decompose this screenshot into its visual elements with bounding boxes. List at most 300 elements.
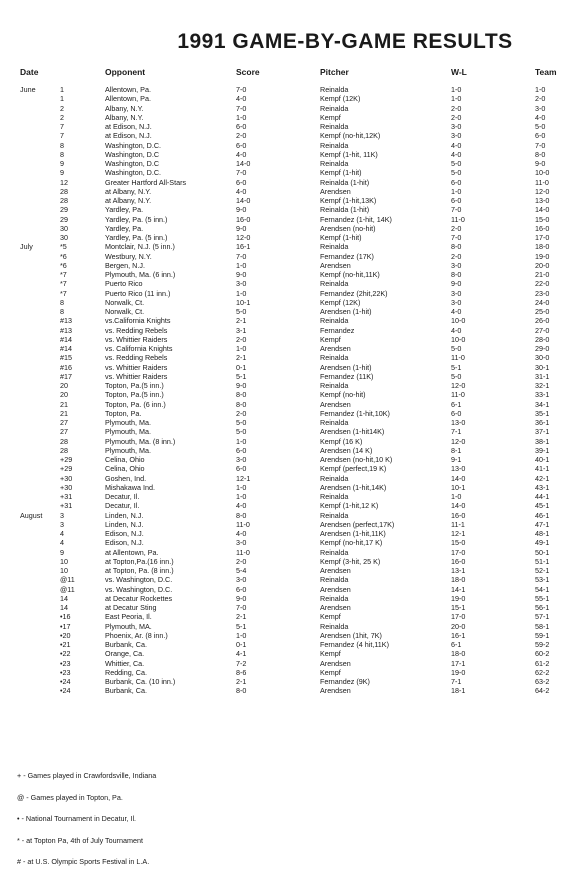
table-row <box>0 131 580 140</box>
game-wl: 7-1 <box>451 427 462 437</box>
game-pitcher: Fernandez (11K) <box>320 371 374 381</box>
game-wl: 5-0 <box>451 344 462 353</box>
game-opponent: Burbank, Ca. <box>105 640 147 649</box>
game-pitcher: Arendsen (perfect,17K) <box>320 519 395 529</box>
game-day: +31 <box>60 501 73 511</box>
game-day: +29 <box>60 455 73 464</box>
game-pitcher: Fernandez (1-hit,10K) <box>320 408 390 418</box>
game-wl: 10-1 <box>451 482 466 492</box>
game-team-record: 17-0 <box>535 233 550 242</box>
game-score: 9-0 <box>236 381 247 390</box>
game-wl: 6-0 <box>451 177 462 187</box>
game-score: 6-0 <box>236 140 247 150</box>
table-row <box>0 492 580 501</box>
game-opponent: vs. Redding Rebels <box>105 325 168 335</box>
game-score: 6-0 <box>236 177 247 187</box>
game-team-record: 33-1 <box>535 390 550 400</box>
game-wl: 2-0 <box>451 223 462 233</box>
game-day: #16 <box>60 362 72 372</box>
game-pitcher: Kempf (no-hit,11K) <box>320 270 380 279</box>
game-score: 9-0 <box>236 270 247 279</box>
game-team-record: 43-1 <box>535 482 550 492</box>
game-day: *7 <box>60 270 67 279</box>
game-wl: 8-0 <box>451 270 462 279</box>
game-team-record: 10-0 <box>535 168 550 178</box>
game-opponent: Orange, Ca. <box>105 649 145 659</box>
game-wl: 2-0 <box>451 103 462 113</box>
game-opponent: Edison, N.J. <box>105 538 144 548</box>
game-wl: 13-1 <box>451 566 466 575</box>
table-row <box>0 205 580 214</box>
game-team-record: 56-1 <box>535 603 550 612</box>
table-row <box>0 122 580 131</box>
game-team-record: 23-0 <box>535 288 550 298</box>
game-team-record: 51-1 <box>535 556 550 566</box>
game-team-record: 1-0 <box>535 85 546 94</box>
game-team-record: 61-2 <box>535 658 550 668</box>
table-row <box>0 409 580 418</box>
game-team-record: 25-0 <box>535 307 550 316</box>
header-opponent: Opponent <box>105 67 146 77</box>
game-score: 9-0 <box>236 593 247 603</box>
table-row <box>0 474 580 483</box>
game-day: @11 <box>60 584 75 594</box>
game-day: 8 <box>60 307 64 316</box>
game-score: 5-0 <box>236 427 247 437</box>
game-team-record: 35-1 <box>535 408 550 418</box>
game-team-record: 32-1 <box>535 381 550 390</box>
game-score: 6-0 <box>236 584 247 594</box>
game-pitcher: Kempf <box>320 649 341 659</box>
game-team-record: 47-1 <box>535 519 550 529</box>
game-score: 3-0 <box>236 455 247 464</box>
table-row <box>0 178 580 187</box>
game-pitcher: Kempf (1-hit) <box>320 168 362 178</box>
game-team-record: 14-0 <box>535 205 550 215</box>
game-wl: 6-1 <box>451 399 462 409</box>
game-pitcher: Reinalda <box>320 140 349 150</box>
game-opponent: Allentown, Pa. <box>105 85 151 94</box>
game-score: 5-0 <box>236 418 247 427</box>
game-wl: 8-1 <box>451 445 462 455</box>
game-pitcher: Arendsen (no-hit,10 K) <box>320 455 393 464</box>
game-team-record: 11-0 <box>535 177 549 187</box>
game-pitcher: Arendsen <box>320 399 351 409</box>
game-score: 7-0 <box>236 85 247 94</box>
game-team-record: 58-1 <box>535 621 550 631</box>
game-score: 4-0 <box>236 501 247 511</box>
game-opponent: Allentown, Pa. <box>105 94 151 104</box>
game-wl: 1-0 <box>451 85 462 94</box>
game-pitcher: Kempf (no-hit,12K) <box>320 131 381 141</box>
game-team-record: 12-0 <box>535 186 550 196</box>
table-row <box>0 289 580 298</box>
game-wl: 5-0 <box>451 371 462 381</box>
game-opponent: Albany, N.Y. <box>105 103 144 113</box>
game-score: 14-0 <box>236 196 251 205</box>
table-row <box>0 622 580 631</box>
game-score: 16-0 <box>236 214 251 224</box>
game-pitcher: Kempf (no-hit) <box>320 390 366 400</box>
table-row <box>0 316 580 325</box>
game-wl: 11-0 <box>451 390 465 400</box>
game-opponent: Decatur, Il. <box>105 501 140 511</box>
game-opponent: Albany, N.Y. <box>105 112 144 122</box>
game-score: 9-0 <box>236 205 247 215</box>
game-team-record: 30-1 <box>535 362 550 372</box>
game-wl: 14-1 <box>451 584 466 594</box>
game-pitcher: Arendsen <box>320 603 351 612</box>
table-row <box>0 455 580 464</box>
game-team-record: 24-0 <box>535 297 550 307</box>
game-opponent: Yardley, Pa. <box>105 205 144 215</box>
game-pitcher: Arendsen <box>320 186 351 196</box>
table-row <box>0 344 580 353</box>
game-pitcher: Reinalda <box>320 85 349 94</box>
game-day: •21 <box>60 640 71 649</box>
game-team-record: 46-1 <box>535 510 550 520</box>
game-pitcher: Reinalda <box>320 418 349 427</box>
game-wl: 1-0 <box>451 186 462 196</box>
game-score: 1-0 <box>236 482 247 492</box>
table-row <box>0 640 580 649</box>
table-row <box>0 585 580 594</box>
game-day: 3 <box>60 510 64 520</box>
game-day: 28 <box>60 445 68 455</box>
game-day: •24 <box>60 677 71 686</box>
game-wl: 1-0 <box>451 94 462 104</box>
game-opponent: at Albany, N.Y. <box>105 186 152 196</box>
game-team-record: 9-0 <box>535 159 546 168</box>
game-pitcher: Reinalda <box>320 575 349 585</box>
game-pitcher: Fernandez <box>320 325 355 335</box>
game-pitcher: Kempf (1-hit,12 K) <box>320 501 379 511</box>
game-wl: 3-0 <box>451 122 462 131</box>
game-wl: 14-0 <box>451 473 466 483</box>
table-row <box>0 659 580 668</box>
game-day: 27 <box>60 418 68 427</box>
table-row <box>0 538 580 547</box>
game-team-record: 27-0 <box>535 325 550 335</box>
game-wl: 6-0 <box>451 408 462 418</box>
game-score: 9-0 <box>236 223 247 233</box>
game-score: 11-0 <box>236 519 250 529</box>
game-opponent: Celina, Ohio <box>105 455 145 464</box>
game-score: 1-0 <box>236 436 247 446</box>
game-team-record: 48-1 <box>535 529 550 538</box>
game-pitcher: Fernandez (9K) <box>320 677 370 686</box>
game-opponent: Yardley, Pa. <box>105 223 144 233</box>
game-team-record: 52-1 <box>535 566 550 575</box>
game-opponent: vs. Washington, D.C. <box>105 584 173 594</box>
game-opponent: at Edison, N.J. <box>105 122 152 131</box>
game-score: 3-0 <box>236 538 247 548</box>
game-pitcher: Arendsen <box>320 344 351 353</box>
table-row <box>0 85 580 94</box>
game-pitcher: Reinalda <box>320 159 349 168</box>
game-day: 7 <box>60 131 64 141</box>
game-opponent: Puerto Rico <box>105 279 143 289</box>
footnote: @ - Games played in Topton, Pa. <box>17 792 123 802</box>
game-wl: 3-0 <box>451 260 462 270</box>
game-team-record: 29-0 <box>535 344 550 353</box>
game-pitcher: Reinalda (1-hit) <box>320 177 370 187</box>
game-team-record: 49-1 <box>535 538 550 548</box>
game-opponent: Washington, D.C. <box>105 168 162 178</box>
game-pitcher: Arendsen (1-hit) <box>320 362 372 372</box>
table-row <box>0 307 580 316</box>
game-wl: 18-0 <box>451 575 466 585</box>
game-team-record: 41-1 <box>535 464 550 474</box>
table-row <box>0 418 580 427</box>
game-day: •16 <box>60 612 71 622</box>
game-team-record: 44-1 <box>535 492 550 501</box>
game-score: 6-0 <box>236 445 247 455</box>
game-day: +31 <box>60 492 73 501</box>
game-team-record: 22-0 <box>535 279 550 289</box>
game-day: *5 <box>60 242 67 252</box>
table-row <box>0 261 580 270</box>
game-day: 28 <box>60 196 68 205</box>
game-day: #15 <box>60 353 72 363</box>
game-wl: 4-0 <box>451 149 462 159</box>
game-day: 14 <box>60 603 68 612</box>
table-row <box>0 686 580 695</box>
game-pitcher: Arendsen (1hit, 7K) <box>320 630 382 640</box>
game-pitcher: Reinalda <box>320 279 349 289</box>
game-opponent: Bergen, N.J. <box>105 260 145 270</box>
header-team: Team <box>535 67 557 77</box>
game-pitcher: Arendsen (1-hit,11K) <box>320 529 386 538</box>
game-wl: 10-0 <box>451 316 466 326</box>
game-score: 3-1 <box>236 325 247 335</box>
game-wl: 19-0 <box>451 667 466 677</box>
game-score: 4-0 <box>236 94 247 104</box>
game-pitcher: Reinalda <box>320 103 349 113</box>
game-day: 9 <box>60 547 64 557</box>
game-team-record: 7-0 <box>535 140 546 150</box>
game-opponent: vs. Whittier Raiders <box>105 334 168 344</box>
game-day: 9 <box>60 159 64 168</box>
game-day: 14 <box>60 593 68 603</box>
game-pitcher: Kempf (perfect,19 K) <box>320 464 387 474</box>
table-row <box>0 94 580 103</box>
game-wl: 12-0 <box>451 436 466 446</box>
game-pitcher: Reinalda <box>320 353 349 363</box>
game-team-record: 60-2 <box>535 649 550 659</box>
game-score: 7-0 <box>236 603 247 612</box>
game-score: 2-0 <box>236 131 247 141</box>
game-wl: 13-0 <box>451 418 466 427</box>
table-row <box>0 437 580 446</box>
game-wl: 4-0 <box>451 307 462 316</box>
game-opponent: Greater Hartford All-Stars <box>105 177 187 187</box>
game-day: 30 <box>60 233 68 242</box>
game-opponent: Linden, N.J. <box>105 510 144 520</box>
game-wl: 11-0 <box>451 214 465 224</box>
results-table <box>0 85 580 696</box>
game-day: *6 <box>60 260 67 270</box>
game-score: 2-0 <box>236 334 247 344</box>
game-wl: 7-0 <box>451 205 462 215</box>
game-opponent: at Topton,Pa.(16 inn.) <box>105 556 174 566</box>
table-row <box>0 483 580 492</box>
game-wl: 6-0 <box>451 196 462 205</box>
game-team-record: 18-0 <box>535 242 550 252</box>
game-team-record: 30-0 <box>535 353 550 363</box>
footnote: • - National Tournament in Decatur, Il. <box>17 814 137 823</box>
game-opponent: East Peoria, Il. <box>105 612 152 622</box>
game-score: 7-0 <box>236 251 247 261</box>
game-day: +30 <box>60 482 73 492</box>
game-team-record: 38-1 <box>535 436 550 446</box>
game-day: 8 <box>60 149 64 159</box>
game-day: #17 <box>60 371 72 381</box>
game-pitcher: Arendsen (1-hit14K) <box>320 427 385 437</box>
game-opponent: Plymouth, Ma. <box>105 427 151 437</box>
game-team-record: 40-1 <box>535 455 550 464</box>
game-day: 30 <box>60 223 68 233</box>
game-score: 12-0 <box>236 233 251 242</box>
game-pitcher: Arendsen <box>320 584 351 594</box>
game-score: 0-1 <box>236 362 247 372</box>
table-row <box>0 381 580 390</box>
game-opponent: Washington, D.C <box>105 159 160 168</box>
game-opponent: Goshen, Ind. <box>105 473 147 483</box>
game-opponent: Norwalk, Ct. <box>105 307 145 316</box>
game-opponent: Celina, Ohio <box>105 464 145 474</box>
game-day: 29 <box>60 205 68 215</box>
game-wl: 5-0 <box>451 168 462 178</box>
game-pitcher: Kempf (16 K) <box>320 436 363 446</box>
game-wl: 16-1 <box>451 630 466 640</box>
table-row <box>0 557 580 566</box>
game-pitcher: Arendsen <box>320 658 351 668</box>
table-row <box>0 400 580 409</box>
game-team-record: 36-1 <box>535 418 550 427</box>
game-month: July <box>20 242 33 252</box>
table-row <box>0 104 580 113</box>
game-score: 1-0 <box>236 630 247 640</box>
game-day: 8 <box>60 297 64 307</box>
game-wl: 18-1 <box>451 686 466 696</box>
game-wl: 10-0 <box>451 334 466 344</box>
game-wl: 15-1 <box>451 603 466 612</box>
game-day: *7 <box>60 279 67 289</box>
game-day: 20 <box>60 390 68 400</box>
table-row <box>0 150 580 159</box>
game-score: 2-0 <box>236 408 247 418</box>
game-day: 1 <box>60 85 64 94</box>
game-wl: 20-0 <box>451 621 466 631</box>
game-score: 3-0 <box>236 575 247 585</box>
game-score: 5-4 <box>236 566 247 575</box>
table-row <box>0 113 580 122</box>
game-wl: 3-0 <box>451 297 462 307</box>
game-opponent: Linden, N.J. <box>105 519 144 529</box>
game-pitcher: Kempf (1-hit) <box>320 233 362 242</box>
game-opponent: Washington, D.C. <box>105 140 162 150</box>
game-team-record: 5-0 <box>535 122 546 131</box>
game-team-record: 59-2 <box>535 640 550 649</box>
footnote: * - at Topton Pa, 4th of July Tournament <box>17 835 143 845</box>
table-row <box>0 603 580 612</box>
table-row <box>0 224 580 233</box>
game-day: •17 <box>60 621 71 631</box>
table-row <box>0 252 580 261</box>
game-day: 3 <box>60 519 64 529</box>
game-pitcher: Reinalda <box>320 593 349 603</box>
game-score: 5-1 <box>236 371 247 381</box>
game-score: 7-0 <box>236 103 247 113</box>
game-team-record: 8-0 <box>535 149 546 159</box>
game-wl: 16-0 <box>451 510 466 520</box>
table-row <box>0 501 580 510</box>
game-day: •22 <box>60 649 71 659</box>
game-team-record: 28-0 <box>535 334 550 344</box>
game-wl: 6-1 <box>451 640 462 649</box>
game-day: 2 <box>60 103 64 113</box>
table-row <box>0 631 580 640</box>
game-pitcher: Arendsen <box>320 686 351 696</box>
game-score: 5-0 <box>236 307 247 316</box>
game-team-record: 26-0 <box>535 316 550 326</box>
game-wl: 14-0 <box>451 501 466 511</box>
game-score: 4-0 <box>236 186 247 196</box>
game-month: June <box>20 85 36 94</box>
game-team-record: 39-1 <box>535 445 550 455</box>
game-opponent: at Albany, N.Y. <box>105 196 152 205</box>
game-opponent: Plymouth, MA. <box>105 621 152 631</box>
game-opponent: at Decatur Rockettes <box>105 593 173 603</box>
table-row <box>0 242 580 251</box>
game-pitcher: Reinalda <box>320 621 349 631</box>
game-pitcher: Arendsen (14 K) <box>320 445 373 455</box>
game-wl: 5-1 <box>451 362 462 372</box>
game-team-record: 2-0 <box>535 94 546 104</box>
game-score: 1-0 <box>236 260 247 270</box>
game-pitcher: Fernandez (1-hit, 14K) <box>320 214 392 224</box>
game-opponent: vs. Whittier Raiders <box>105 371 168 381</box>
game-opponent: Plymouth, Ma. <box>105 418 151 427</box>
game-opponent: Puerto Rico (11 inn.) <box>105 288 171 298</box>
game-day: 28 <box>60 436 68 446</box>
game-pitcher: Kempf <box>320 112 341 122</box>
game-pitcher: Kempf (12K) <box>320 94 361 104</box>
table-row <box>0 649 580 658</box>
header-score: Score <box>236 67 260 77</box>
game-team-record: 21-0 <box>535 270 550 279</box>
game-score: 11-0 <box>236 547 250 557</box>
game-score: 6-0 <box>236 122 247 131</box>
game-team-record: 31-1 <box>535 371 550 381</box>
game-team-record: 13-0 <box>535 196 550 205</box>
table-row <box>0 326 580 335</box>
footnote: + - Games played in Crawfordsville, Indiana <box>17 771 157 780</box>
game-pitcher: Arendsen (1-hit,14K) <box>320 482 387 492</box>
header-date: Date <box>20 67 39 77</box>
table-row <box>0 372 580 381</box>
game-team-record: 62-2 <box>535 667 550 677</box>
game-wl: 3-0 <box>451 288 462 298</box>
game-pitcher: Arendsen <box>320 566 351 575</box>
game-day: •20 <box>60 630 71 640</box>
game-team-record: 57-1 <box>535 612 550 622</box>
game-pitcher: Arendsen <box>320 260 351 270</box>
game-wl: 17-0 <box>451 547 466 557</box>
game-pitcher: Reinalda <box>320 547 349 557</box>
game-team-record: 4-0 <box>535 112 546 122</box>
